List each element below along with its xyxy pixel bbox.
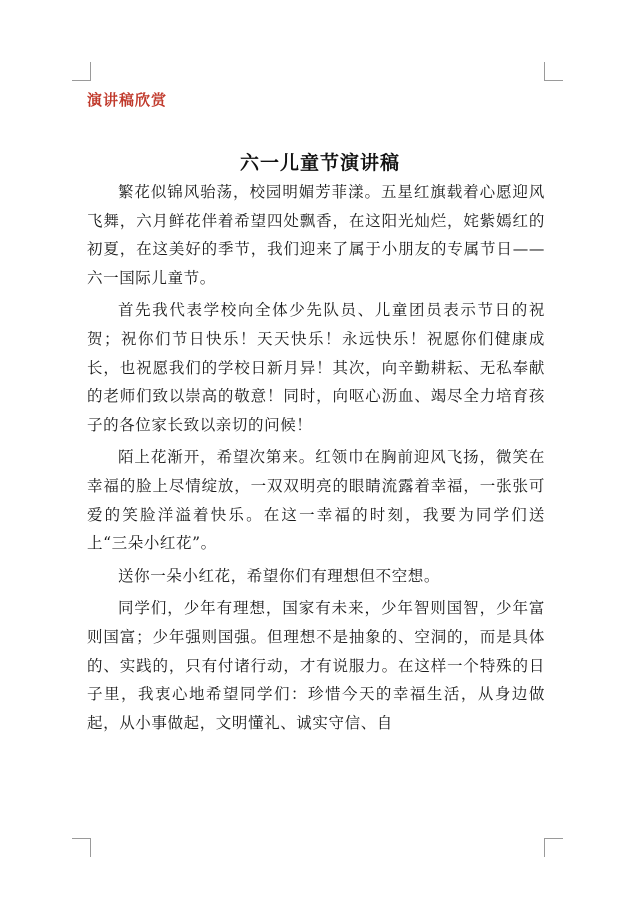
document-body <box>87 178 545 741</box>
page-corner-mark-top-right <box>544 62 563 81</box>
paragraph: 同学们，少年有理想，国家有未来，少年智则国智，少年富则国富；少年强则国强。但理想不是抽象的、空洞的，而是具体的、实践的，只有付诸行动，才有说服力。在这样一个特殊的日子里，我衷心地希望同学们：珍惜今天的幸福生活，从身边做起，从小事做起，文明懂礼、诚实守信、自 <box>87 599 545 732</box>
section-header-label: 演讲稿欣赏 <box>87 91 168 109</box>
document-title: 六一儿童节演讲稿 <box>239 152 400 174</box>
paragraph: 繁花似锦风骀荡，校园明媚芳菲漾。五星红旗载着心愿迎风飞舞，六月鲜花伴着希望四处飘香，在这阳光灿烂，姹紫嫣红的初夏，在这美好的季节，我们迎来了属于小朋友的专属节日——六一国际儿童节。 <box>87 183 545 287</box>
paragraph: 送你一朵小红花，希望你们有理想但不空想。 <box>118 566 441 585</box>
paragraph: 陌上花渐开，希望次第来。红领巾在胸前迎风飞扬，微笑在幸福的脸上尽情绽放，一双双明亮的眼睛流露着幸福，一张张可爱的笑脸洋溢着快乐。在这一幸福的时刻，我要为同学们送上“三朵小红花”。 <box>87 448 545 553</box>
page-corner-mark-bottom-right <box>544 838 563 857</box>
page-corner-mark-bottom-left <box>72 838 91 857</box>
page-corner-mark-top-left <box>72 62 91 81</box>
paragraph: 首先我代表学校向全体少先队员、儿童团员表示节日的祝贺；祝你们节日快乐！天天快乐！永远快乐！祝愿你们健康成长，也祝愿我们的学校日新月异！其次，向辛勤耕耘、无私奉献的老师们致以崇高的敬意！同时，向呕心沥血、竭尽全力培育孩子的各位家长致以亲切的问候！ <box>87 301 545 434</box>
